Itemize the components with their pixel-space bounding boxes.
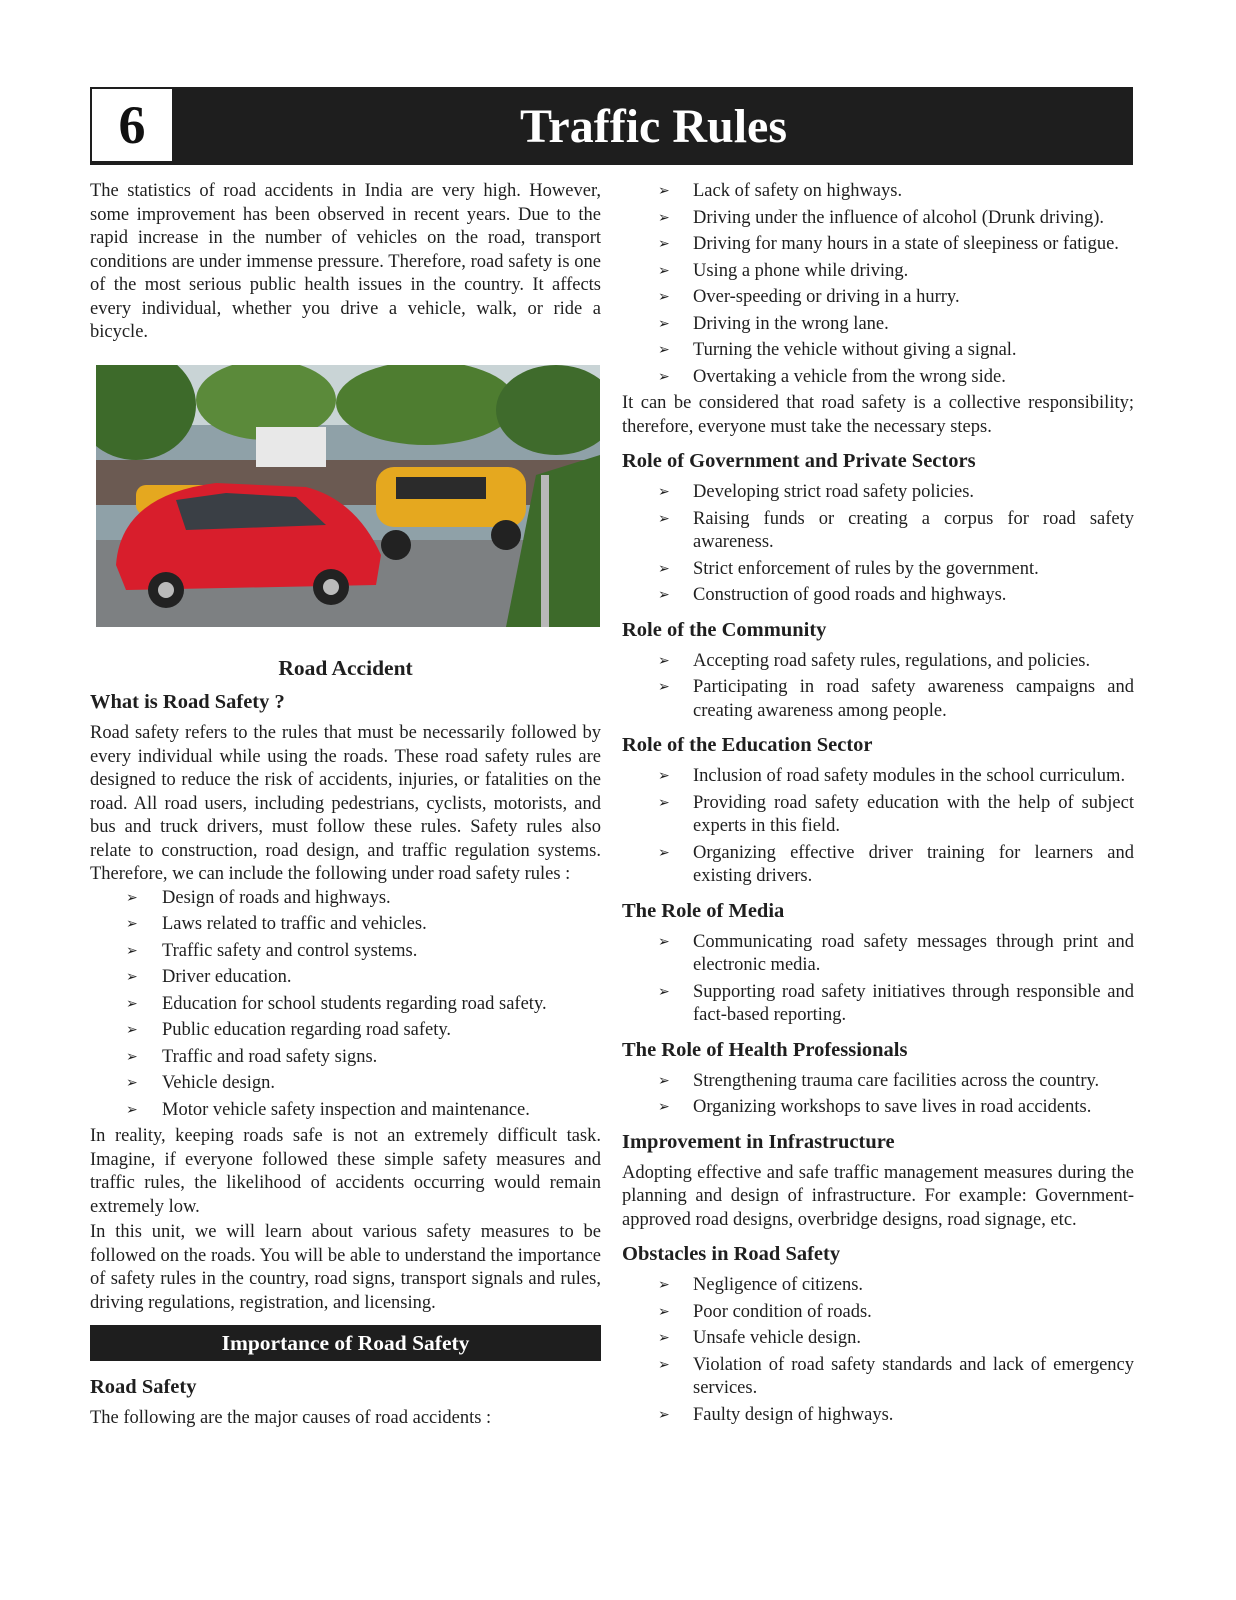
media-heading: The Role of Media [622,899,785,922]
importance-section-bar: Importance of Road Safety [90,1325,601,1361]
chapter-header [90,87,1133,165]
list-item: ➢ Laws related to traffic and vehicles. [90,913,601,937]
arrow-bullet-icon: ➢ [126,942,138,959]
list-item: ➢ Over-speeding or driving in a hurry. [622,286,1134,310]
collective-paragraph: It can be considered that road safety is a collective responsibility; therefore, everyone must take the necessary steps. [622,393,1134,437]
community-heading: Role of the Community [622,618,827,641]
obstacles-heading: Obstacles in Road Safety [622,1243,841,1265]
education-list [622,765,1134,889]
list-item: ➢ Lack of safety on highways. [622,180,1134,204]
list-item: ➢ Raising funds or creating a corpus for road safety awareness. [658,508,1134,552]
arrow-bullet-icon: ➢ [658,510,670,527]
media-list [622,931,1134,1028]
list-item: ➢ Design of roads and highways. [90,887,601,911]
arrow-bullet-icon: ➢ [658,768,670,784]
arrow-bullet-icon: ➢ [658,315,670,332]
arrow-bullet-icon: ➢ [658,1099,670,1115]
arrow-bullet-icon: ➢ [126,995,138,1012]
list-item: ➢ Driving in the wrong lane. [622,313,1134,337]
arrow-bullet-icon: ➢ [658,1406,670,1423]
list-item: ➢ Public education regarding road safety. [90,1019,601,1043]
government-list [622,481,1134,608]
arrow-bullet-icon: ➢ [126,1101,138,1118]
list-item: ➢ Providing road safety education with the help of subject experts in this field. [658,792,1134,836]
road-safety-heading: Road Safety [90,1376,197,1398]
list-item: ➢ Violation of road safety standards and lack of emergency services. [658,1354,1134,1398]
arrow-bullet-icon: ➢ [126,1048,138,1065]
arrow-bullet-icon: ➢ [658,560,670,577]
arrow-bullet-icon: ➢ [658,1303,670,1320]
what-is-road-safety-paragraph: Road safety refers to the rules that must be necessarily followed by every individual while using the roads. These road safety rules are designed to reduce the risk of accidents, injuries, or fatalities on the road. All road users, including pedestrians, cyclists, motorists, and bus and truck drivers, must follow these rules. Safety rules also relate to construction, road design, and traffic regulation systems. Therefore, we can include the following under road safety rules : [90,723,601,884]
list-item: ➢ Driving for many hours in a state of sleepiness or fatigue. [622,233,1134,257]
list-item: ➢ Education for school students regarding road safety. [90,993,601,1017]
arrow-bullet-icon: ➢ [658,262,670,279]
list-item: ➢ Inclusion of road safety modules in the school curriculum. [622,765,1134,789]
arrow-bullet-icon: ➢ [658,236,670,252]
list-item: ➢ Developing strict road safety policies. [622,481,1134,505]
intro-paragraph: The statistics of road accidents in India are very high. However, some improvement has been observed in recent years. Due to the rapid increase in the number of vehicles on the road, transport conditions are under immense pressure. Therefore, road safety is one of the most serious public health issues in the country. It affects every individual, whether you drive a vehicle, walk, or ride a bicycle. [90,181,601,342]
arrow-bullet-icon: ➢ [658,652,670,669]
chapter-title: Traffic Rules [519,99,788,153]
unit-paragraph: In this unit, we will learn about various safety measures to be followed on the roads. You will be able to understand the importance of safety rules in the country, road signs, transport signals and rules, driving regulations, registration, and licensing. [90,1222,601,1313]
arrow-bullet-icon: ➢ [658,844,670,861]
arrow-bullet-icon: ➢ [658,289,670,305]
list-item: ➢ Traffic and road safety signs. [90,1046,601,1070]
list-item: ➢ Strengthening trauma care facilities across the country. [622,1070,1134,1094]
arrow-bullet-icon: ➢ [126,916,138,932]
list-item: ➢ Construction of good roads and highways. [622,584,1134,608]
infrastructure-heading: Improvement in Infrastructure [622,1130,895,1153]
photo-caption: Road Accident [278,655,413,680]
what-is-road-safety-heading: What is Road Safety ? [90,691,285,713]
list-item: ➢ Using a phone while driving. [622,260,1134,284]
arrow-bullet-icon: ➢ [658,587,670,603]
list-item: ➢ Vehicle design. [90,1072,601,1096]
arrow-bullet-icon: ➢ [658,209,670,226]
list-item: ➢ Negligence of citizens. [622,1274,1134,1298]
list-item: ➢ Motor vehicle safety inspection and maintenance. [90,1099,601,1123]
arrow-bullet-icon: ➢ [126,1075,138,1091]
causes-intro: The following are the major causes of road accidents : [90,1408,492,1428]
arrow-bullet-icon: ➢ [658,484,670,500]
arrow-bullet-icon: ➢ [658,933,670,950]
infrastructure-paragraph: Adopting effective and safe traffic management measures during the planning and design of infrastructure. For example: Government-approved road designs, overbridge designs, road signage, etc. [622,1162,1134,1230]
arrow-bullet-icon: ➢ [126,969,138,985]
list-item: ➢ Strict enforcement of rules by the government. [622,558,1134,582]
list-item: ➢ Supporting road safety initiatives through responsible and fact-based reporting. [658,981,1134,1025]
arrow-bullet-icon: ➢ [658,794,670,811]
arrow-bullet-icon: ➢ [658,1277,670,1293]
reality-paragraph: In reality, keeping roads safe is not an extremely difficult task. Imagine, if everyone followed these simple safety measures and traffic rules, the likelihood of accidents occurring would remain extremely low. [90,1126,601,1217]
left-column [90,180,601,1431]
arrow-bullet-icon: ➢ [658,1330,670,1346]
arrow-bullet-icon: ➢ [658,342,670,358]
obstacles-list [622,1274,1134,1427]
arrow-bullet-icon: ➢ [658,679,670,695]
road-accident-photo [96,365,600,627]
chapter-number: 6 [92,89,172,161]
education-heading: Role of the Education Sector [622,734,873,756]
list-item: ➢ Turning the vehicle without giving a signal. [622,339,1134,363]
list-item: ➢ Organizing effective driver training for learners and existing drivers. [658,842,1134,886]
government-heading: Role of Government and Private Sectors [622,450,976,472]
health-list [622,1070,1134,1120]
list-item: ➢ Driver education. [90,966,601,990]
list-item: ➢ Faulty design of highways. [622,1404,1134,1428]
list-item: ➢ Poor condition of roads. [622,1301,1134,1325]
list-item: ➢ Organizing workshops to save lives in road accidents. [622,1096,1134,1120]
arrow-bullet-icon: ➢ [126,1022,138,1038]
community-list [622,650,1134,724]
list-item: ➢ Overtaking a vehicle from the wrong side. [622,366,1134,390]
road-safety-rules-list [90,887,601,1123]
list-item: ➢ Unsafe vehicle design. [622,1327,1134,1351]
arrow-bullet-icon: ➢ [658,368,670,385]
health-heading: The Role of Health Professionals [622,1038,908,1061]
arrow-bullet-icon: ➢ [126,889,138,906]
arrow-bullet-icon: ➢ [658,1072,670,1089]
arrow-bullet-icon: ➢ [658,983,670,1000]
arrow-bullet-icon: ➢ [658,1356,670,1373]
list-item: ➢ Communicating road safety messages through print and electronic media. [658,931,1134,975]
list-item: ➢ Accepting road safety rules, regulations, and policies. [622,650,1134,674]
list-item: ➢ Participating in road safety awareness campaigns and creating awareness among people. [658,677,1134,721]
arrow-bullet-icon: ➢ [658,183,670,199]
list-item: ➢ Traffic safety and control systems. [90,940,601,964]
list-item: ➢ Driving under the influence of alcohol (Drunk driving). [622,207,1134,231]
causes-list [622,180,1134,389]
right-column [622,180,1134,1430]
